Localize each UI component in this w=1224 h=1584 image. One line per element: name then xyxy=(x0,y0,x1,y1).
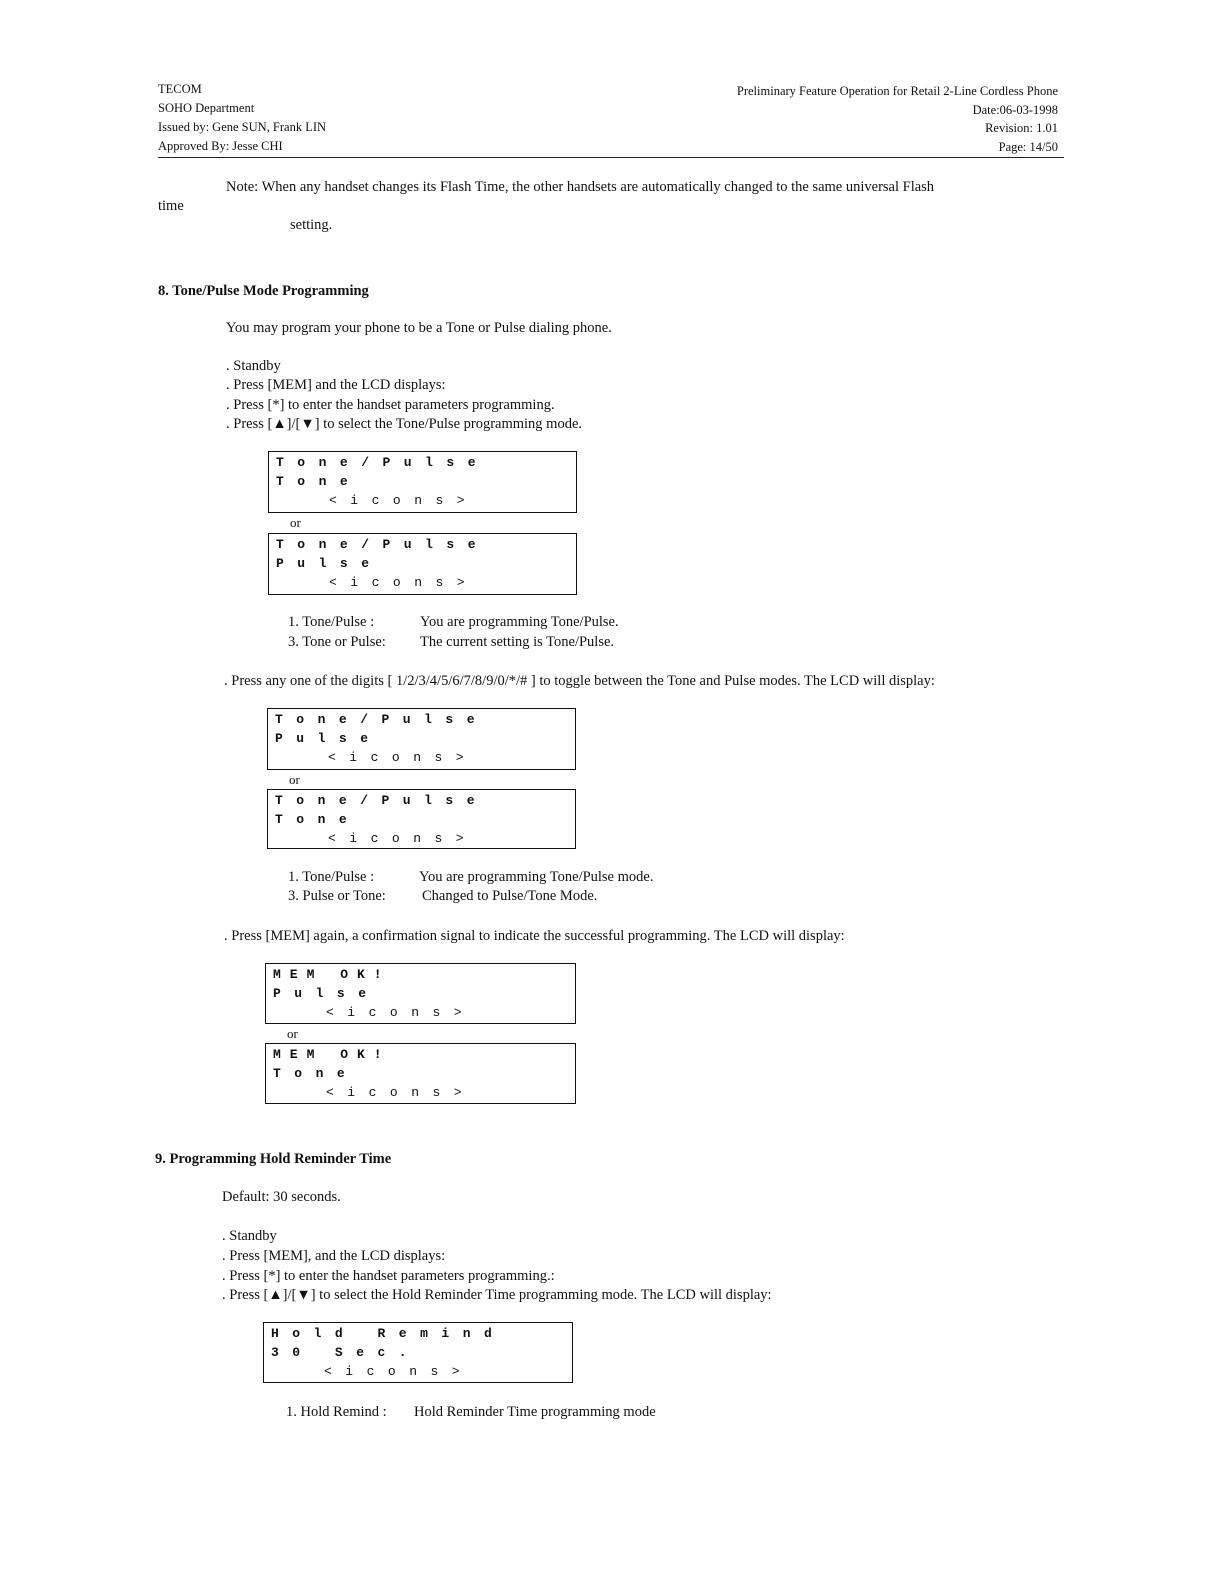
document-revision: Revision: 1.01 xyxy=(985,121,1058,135)
lcd-line-1: Tone/Pulse xyxy=(276,455,490,470)
s8-step-select-mode: . Press [▲]/[▼] to select the Tone/Pulse programming mode. xyxy=(226,416,583,432)
s8-step-confirm: . Press [MEM] again, a confirmation signal to indicate the successful programming. The LCD will display: xyxy=(224,928,845,944)
section-8-heading: 8. Tone/Pulse Mode Programming xyxy=(158,283,369,299)
department: SOHO Department xyxy=(158,101,255,115)
definition-term: 1. Tone/Pulse : xyxy=(288,614,375,630)
definition-term: 1. Hold Remind : xyxy=(286,1404,387,1420)
note-line-1: Note: When any handset changes its Flash Time, the other handsets are automatically changed to the same universal Flash xyxy=(226,179,935,195)
lcd-line-1: MEM OK! xyxy=(273,1047,391,1062)
company-name: TECOM xyxy=(158,82,202,96)
s8-step-standby: . Standby xyxy=(226,358,281,374)
lcd-line-2: Tone xyxy=(273,1066,359,1081)
s8-step-press-star: . Press [*] to enter the handset parameters programming. xyxy=(226,397,555,413)
definition-term: 1. Tone/Pulse : xyxy=(288,869,375,885)
lcd-display-pulse xyxy=(268,533,577,595)
definition-term: 3. Tone or Pulse: xyxy=(288,634,386,650)
lcd-line-icons: <icons> xyxy=(326,1005,476,1020)
lcd-line-icons: <icons> xyxy=(329,575,479,590)
lcd-line-icons: <icons> xyxy=(328,831,478,846)
s9-step-select-mode: . Press [▲]/[▼] to select the Hold Reminder Time programming mode. The LCD will display: xyxy=(222,1287,772,1303)
lcd-line-icons: <icons> xyxy=(329,493,479,508)
lcd-display-tone xyxy=(268,451,577,513)
or-label: or xyxy=(289,772,300,787)
definition-desc: The current setting is Tone/Pulse. xyxy=(420,634,615,650)
lcd-line-1: Tone/Pulse xyxy=(275,712,489,727)
lcd-line-icons: <icons> xyxy=(326,1085,476,1100)
header-right xyxy=(737,82,1058,156)
definition-row xyxy=(288,614,619,631)
document-title: Preliminary Feature Operation for Retail 2-Line Cordless Phone xyxy=(736,84,1058,98)
lcd-display-mem-ok-tone xyxy=(265,1043,576,1104)
section-9-default: Default: 30 seconds. xyxy=(222,1189,341,1205)
lcd-line-2: 30 Sec. xyxy=(271,1345,421,1360)
definition-desc: You are programming Tone/Pulse. xyxy=(420,614,619,630)
note-line-3: setting. xyxy=(290,217,333,233)
lcd-display-mem-ok-pulse xyxy=(265,963,576,1024)
lcd-display-pulse xyxy=(267,708,576,770)
definition-desc: Hold Reminder Time programming mode xyxy=(414,1404,656,1420)
s9-step-press-star: . Press [*] to enter the handset parameters programming.: xyxy=(222,1268,555,1284)
or-label: or xyxy=(287,1026,298,1041)
or-label: or xyxy=(290,515,301,530)
issued-by: Issued by: Gene SUN, Frank LIN xyxy=(158,120,327,134)
lcd-line-1: Hold Remind xyxy=(271,1326,506,1341)
s8-step-press-mem: . Press [MEM] and the LCD displays: xyxy=(226,377,446,393)
definition-desc: You are programming Tone/Pulse mode. xyxy=(419,869,654,885)
lcd-line-icons: <icons> xyxy=(328,750,478,765)
section-9-heading: 9. Programming Hold Reminder Time xyxy=(155,1151,392,1167)
lcd-line-1: Tone/Pulse xyxy=(276,537,490,552)
note-line-2: time xyxy=(158,198,184,214)
lcd-line-2: Tone xyxy=(276,474,362,489)
lcd-line-1: Tone/Pulse xyxy=(275,793,489,808)
lcd-line-2: Pulse xyxy=(276,556,383,571)
definition-desc: Changed to Pulse/Tone Mode. xyxy=(422,888,598,904)
definition-term: 3. Pulse or Tone: xyxy=(288,888,386,904)
document-date: Date:06-03-1998 xyxy=(972,102,1058,117)
page-number: Page: 14/50 xyxy=(998,139,1058,154)
s8-step-toggle: . Press any one of the digits [ 1/2/3/4/5/6/7/8/9/0/*/# ] to toggle between the Tone and Pulse modes. The LCD will display: xyxy=(224,673,935,689)
definition-row xyxy=(288,888,598,905)
header-left xyxy=(158,80,326,156)
approved-by: Approved By: Jesse CHI xyxy=(158,139,283,153)
definition-row xyxy=(288,634,615,651)
lcd-line-2: Tone xyxy=(275,812,361,827)
lcd-line-2: Pulse xyxy=(275,731,382,746)
section-8-intro: You may program your phone to be a Tone or Pulse dialing phone. xyxy=(226,320,612,336)
lcd-display-hold-remind xyxy=(263,1322,573,1383)
definition-row xyxy=(288,869,654,886)
s9-step-press-mem: . Press [MEM], and the LCD displays: xyxy=(222,1248,446,1264)
lcd-line-1: MEM OK! xyxy=(273,967,391,982)
lcd-line-2: Pulse xyxy=(273,986,380,1001)
s9-step-standby: . Standby xyxy=(222,1228,277,1244)
header-divider xyxy=(158,157,1064,158)
lcd-line-icons: <icons> xyxy=(324,1364,474,1379)
definition-row xyxy=(286,1404,656,1421)
lcd-display-tone xyxy=(267,789,576,849)
